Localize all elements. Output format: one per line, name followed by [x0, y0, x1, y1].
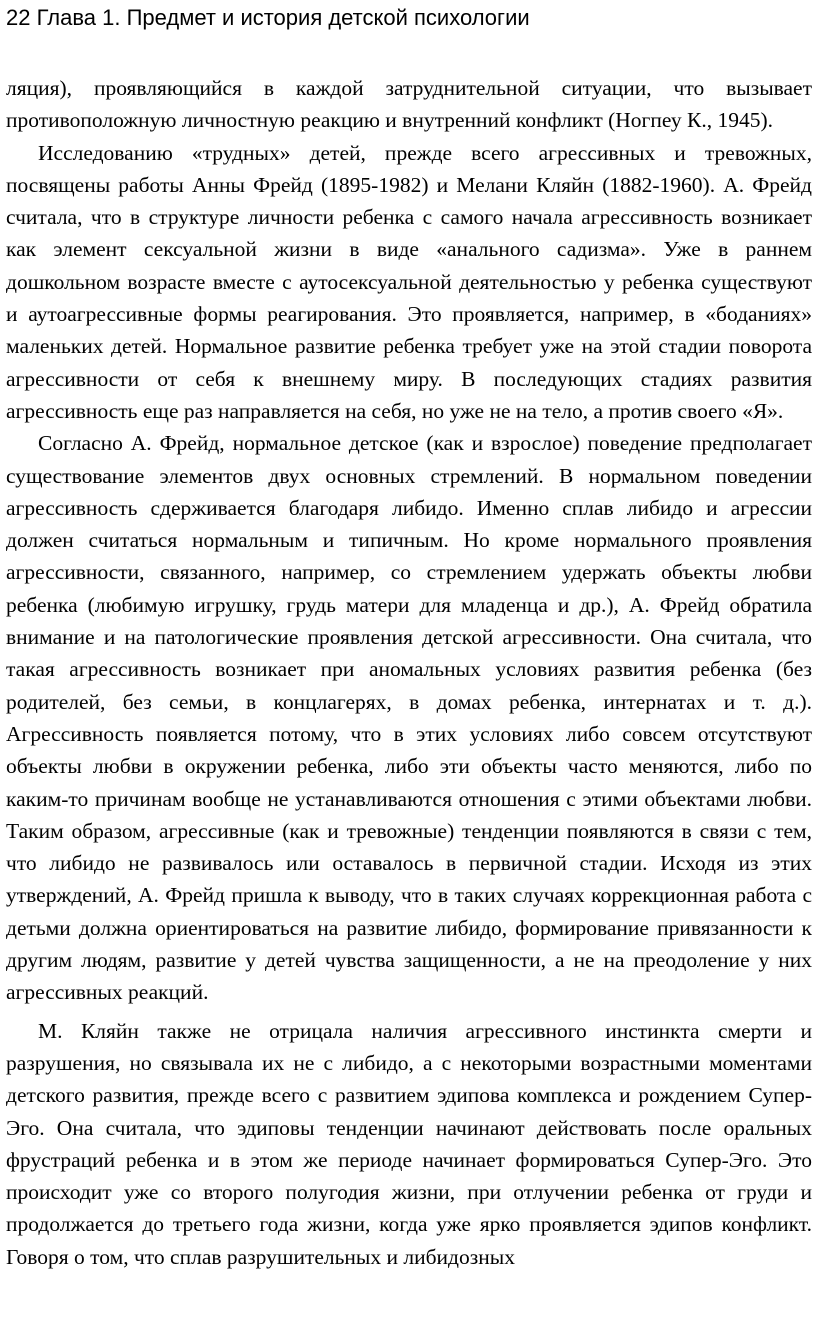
body-text	[6, 72, 812, 1273]
paragraph-difficult-children: Исследованию «трудных» детей, прежде всего агрессивных и тревожных, посвящены работы Анны Фрейд (1895-1982) и Мелани Кляйн (1882-1960). А. Фрейд считала, что в структуре личности ребенка с самого начала агрессивность возникает как элемент сексуальной жизни в виде «анального садизма». Уже в раннем дошкольном возрасте вместе с аутосексуальной деятельностью у ребенка существуют и аутоагрессивные формы реагирования. Это проявляется, например, в «боданиях» маленьких детей. Нормальное развитие ребенка требует уже на этой стадии поворота агрессивности от себя к внешнему миру. В последующих стадиях развития агрессивность еще раз направляется на себя, но уже не на тело, а против своего «Я».	[6, 140, 812, 423]
paragraph-continuation: ляция), проявляющийся в каждой затруднительной ситуации, что вызывает противоположную личностную реакцию и внутренний конфликт (Ногпеу К., 1945).	[6, 76, 812, 133]
paragraph-anna-freud: Согласно А. Фрейд, нормальное детское (как и взрослое) поведение предполагает существование элементов двух основных стремлений. В нормальном поведении агрессивность сдерживается благодаря либидо. Именно сплав либидо и агрессии должен считаться нормальным и типичным. Но кроме нормального проявления агрессивности, связанного, например, со стремлением удержать объекты любви ребенка (любимую игрушку, грудь матери для младенца и др.), А. Фрейд обратила внимание и на патологические проявления детской агрессивности. Она считала, что такая агрессивность возникает при аномальных условиях развития ребенка (без родителей, без семьи, в концлагерях, в домах ребенка, интернатах и т. д.). Агрессивность появляется потому, что в этих условиях либо совсем отсутствуют объекты любви в окружении ребенка, либо эти объекты часто меняются, либо по каким-то причинам вообще не устанавливаются отношения с этими объектами любви. Таким образом, агрессивные (как и тревожные) тенденции появляются в связи с тем, что либидо не развивалось или оставалось в первичной стадии. Исходя из этих утверждений, А. Фрейд пришла к выводу, что в таких случаях коррекционная работа с детьми должна ориентироваться на развитие либидо, формирование привязанности к другим людям, развитие у детей чувства защищенности, а не на преодоление у них агрессивных реакций.	[6, 431, 812, 1005]
paragraph-melanie-klein: М. Кляйн также не отрицала наличия агрессивного инстинкта смерти и разрушения, но связывала их не с либидо, а с некоторыми возрастными моментами детского развития, прежде всего с развитием эдипова комплекса и рождением Супер-Эго. Она считала, что эдиповы тенденции начинают действовать после оральных фрустраций ребенка и в этом же периоде начинает формироваться Супер-Эго. Это происходит уже со второго полугодия жизни, при отлучении ребенка от груди и продолжается до третьего года жизни, когда уже ярко проявляется эдипов конфликт. Говоря о том, что сплав разрушительных и либидозных	[6, 1018, 812, 1269]
running-header: 22 Глава 1. Предмет и история детской психологии	[6, 5, 530, 30]
